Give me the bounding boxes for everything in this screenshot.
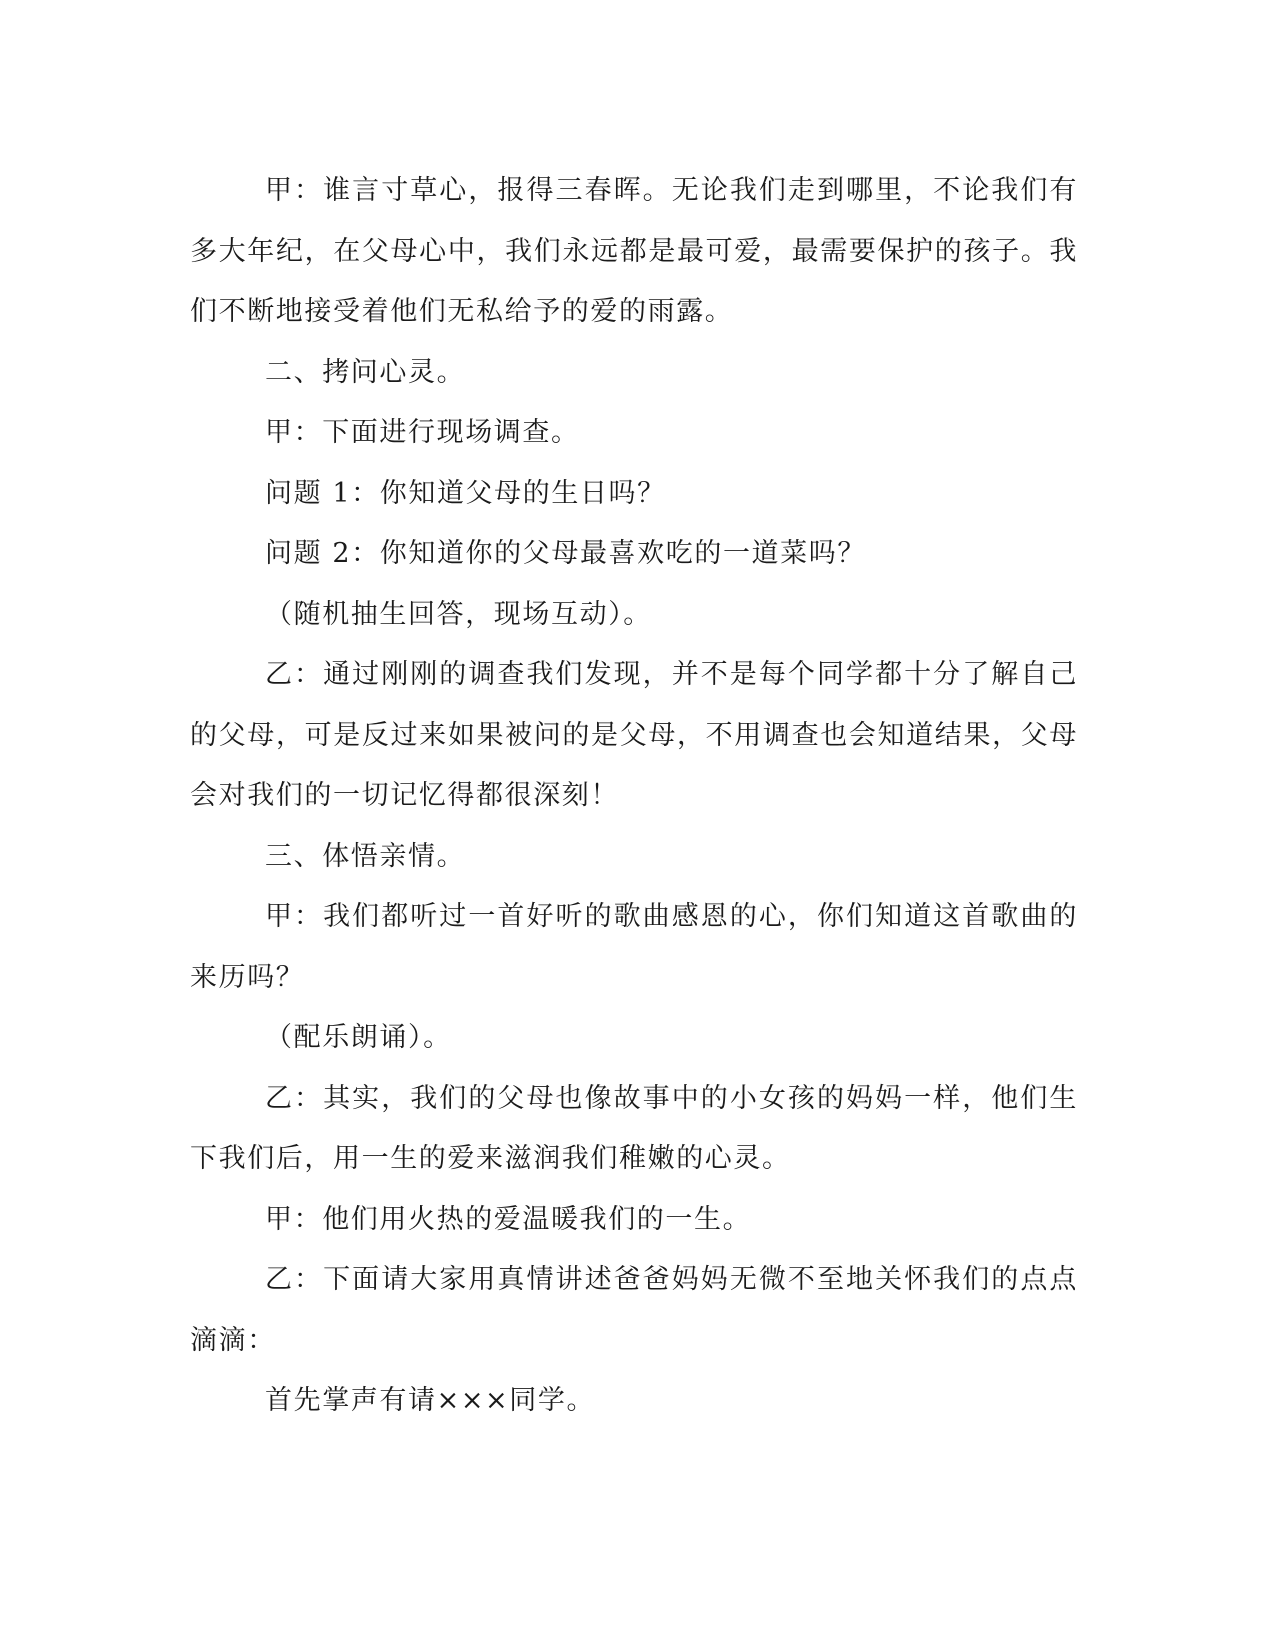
section-heading-3: 三、体悟亲情。 xyxy=(265,840,466,872)
paragraph-jia-gratitude: 甲：谁言寸草心，报得三春晖。无论我们走到哪里，不论我们有多大年纪，在父母心中，我们永远都是最可爱，最需要保护的孩子。我们不断地接受着他们无私给予的爱的雨露。 xyxy=(190,175,1078,327)
paragraph-applause: 首先掌声有请×××同学。 xyxy=(265,1385,596,1416)
paragraph-yi-invite: 乙：下面请大家用真情讲述爸爸妈妈无微不至地关怀我们的点点滴滴： xyxy=(190,1264,1078,1356)
question-2: 问题 2：你知道你的父母最喜欢吃的一道菜吗？ xyxy=(265,538,866,569)
paragraph-yi-survey-result: 乙：通过刚刚的调查我们发现，并不是每个同学都十分了解自己的父母，可是反过来如果被问的是父母，不用调查也会知道结果，父母会对我们的一切记忆得都很深刻！ xyxy=(190,659,1078,811)
paragraph-jia-warm: 甲：他们用火热的爱温暖我们的一生。 xyxy=(265,1203,752,1235)
section-heading-2: 二、拷问心灵。 xyxy=(265,356,466,388)
stage-direction-interaction: （随机抽生回答，现场互动）。 xyxy=(265,598,652,630)
paragraph-jia-song: 甲：我们都听过一首好听的歌曲感恩的心，你们知道这首歌曲的来历吗？ xyxy=(190,901,1078,993)
stage-direction-recitation: （配乐朗诵）。 xyxy=(265,1022,452,1053)
paragraph-survey-intro: 甲：下面进行现场调查。 xyxy=(265,417,580,448)
question-1: 问题 1：你知道父母的生日吗？ xyxy=(265,477,666,509)
paragraph-yi-parents-love: 乙：其实，我们的父母也像故事中的小女孩的妈妈一样，他们生下我们后，用一生的爱来滋润我们稚嫩的心灵。 xyxy=(190,1082,1078,1174)
document-body xyxy=(190,161,1078,1432)
